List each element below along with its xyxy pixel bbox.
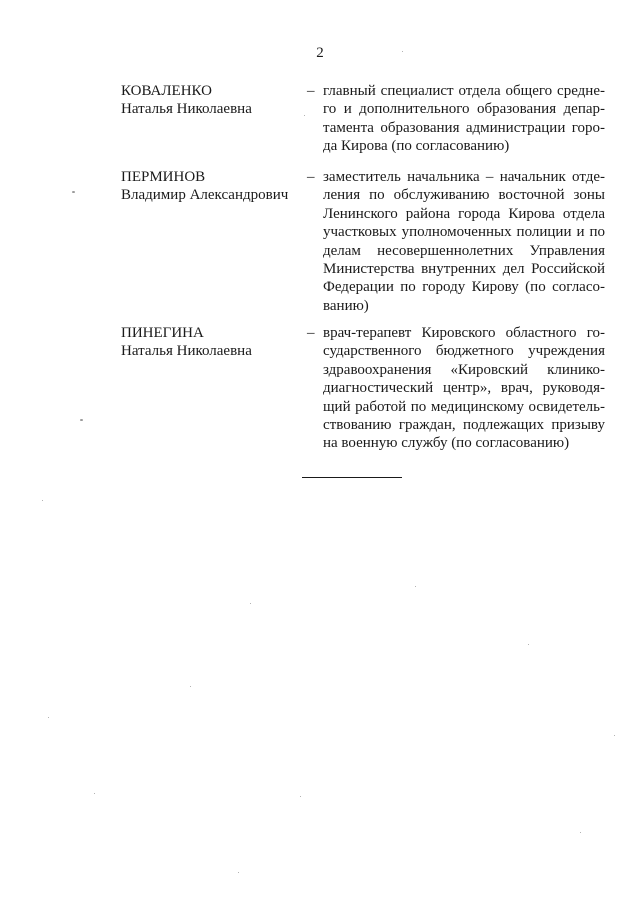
member-position — [323, 324, 605, 453]
member-given-names: Наталья Николаевна — [121, 343, 252, 360]
position-line: щий работой по медицинскому освидетель- — [323, 398, 605, 415]
position-line: ствованию граждан, подлежащих призыву — [323, 416, 605, 433]
member-position — [323, 168, 605, 315]
scan-speck — [238, 872, 239, 873]
position-line: Министерства внутренних дел Российской — [323, 260, 605, 277]
member-surname: ПЕРМИНОВ — [121, 169, 206, 185]
member-name — [121, 82, 311, 119]
separator-dash: – — [307, 325, 315, 341]
scan-speck — [300, 796, 301, 797]
position-line: ления по обслуживанию восточной зоны — [323, 187, 605, 204]
scan-speck — [415, 586, 416, 587]
scan-speck — [94, 793, 95, 794]
scan-speck — [614, 735, 615, 736]
position-line: го и дополнительного образования депар- — [323, 101, 605, 118]
position-line: сударственного бюджетного учреждения — [323, 343, 605, 360]
position-line: делам несовершеннолетних Управления — [323, 242, 605, 259]
position-line: здравоохранения «Кировский клинико- — [323, 361, 605, 378]
page-number: 2 — [316, 45, 324, 61]
member-name — [121, 168, 311, 205]
position-line: заместитель начальника – начальник отде- — [323, 169, 605, 185]
scan-speck — [72, 191, 75, 193]
scan-speck — [304, 115, 305, 116]
position-line: врач-терапевт Кировского областного го- — [323, 325, 605, 341]
position-line: на военную службу (по согласованию) — [323, 435, 570, 452]
position-line: участковых уполномоченных полиции и по — [323, 224, 605, 241]
scan-speck — [528, 644, 529, 645]
position-line: главный специалист отдела общего средне- — [323, 83, 605, 99]
position-line: ванию) — [323, 297, 369, 314]
position-line: Ленинского района города Кирова отдела — [323, 205, 605, 222]
scan-speck — [48, 717, 49, 718]
member-given-names: Наталья Николаевна — [121, 101, 252, 118]
member-surname: КОВАЛЕНКО — [121, 83, 212, 99]
scan-speck — [190, 686, 191, 687]
position-line: Федерации по городу Кирову (по согласо- — [323, 279, 605, 296]
scan-speck — [42, 500, 43, 501]
position-line: тамента образования администрации горо- — [323, 119, 605, 136]
member-name — [121, 324, 311, 361]
member-given-names: Владимир Александрович — [121, 187, 289, 204]
scan-speck — [402, 51, 403, 52]
position-line: диагностический центр», врач, руководя- — [323, 380, 605, 397]
scan-speck — [580, 832, 581, 833]
scan-speck — [250, 603, 251, 604]
separator-dash: – — [307, 83, 315, 99]
separator-dash: – — [307, 169, 315, 185]
closing-rule — [302, 477, 402, 478]
scan-speck — [80, 419, 83, 421]
member-surname: ПИНЕГИНА — [121, 325, 204, 341]
position-line: да Кирова (по согласованию) — [323, 138, 510, 155]
member-position — [323, 82, 605, 156]
